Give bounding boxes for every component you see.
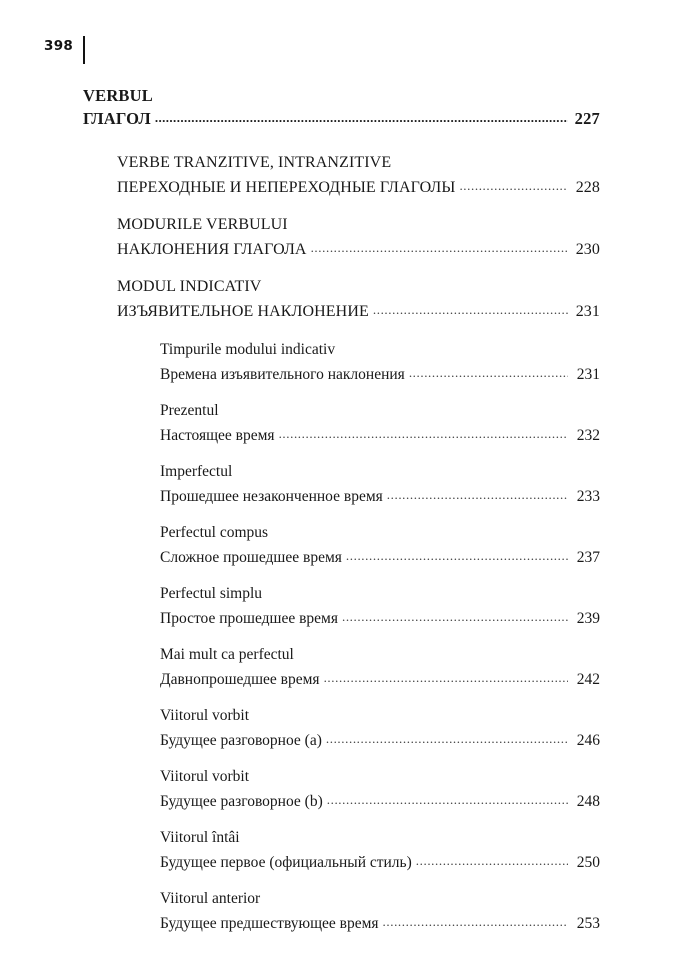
toc-entry-title-ro-line — [160, 582, 600, 607]
toc-entry-title-ru: Будущее разговорное (b) — [160, 792, 323, 810]
toc-entry[interactable] — [117, 151, 680, 200]
toc-entry-page-number: 230 — [575, 240, 600, 258]
toc-entry-page-number: 246 — [576, 731, 600, 749]
page-number: 398 — [44, 38, 74, 54]
toc-entry-title-ru: НАКЛОНЕНИЯ ГЛАГОЛА — [117, 240, 307, 258]
dot-leader — [155, 114, 568, 131]
toc-entry[interactable] — [160, 643, 680, 692]
dot-leader — [373, 308, 568, 324]
dot-leader — [346, 555, 568, 571]
toc-entry-title-ro-line — [117, 151, 600, 176]
toc-entry-title-ro-line — [160, 765, 600, 790]
dot-leader — [279, 433, 568, 449]
toc-entry-title-ro-line — [160, 338, 600, 363]
dot-leader — [416, 860, 568, 876]
toc-entry-title-ro: Viitorul vorbit — [160, 707, 250, 724]
toc-entry-title-ru-line — [160, 546, 600, 571]
toc-entry-title-ro: MODUL INDICATIV — [117, 278, 262, 295]
toc-entry-title-ru-line — [160, 424, 600, 449]
toc-entry[interactable] — [160, 582, 680, 631]
toc-entry-page-number: 233 — [576, 487, 600, 505]
toc-entry-title-ro: Viitorul vorbit — [160, 768, 250, 785]
toc-entry[interactable] — [160, 460, 680, 509]
toc-entry-title-ru-line — [160, 790, 600, 815]
dot-leader — [342, 616, 568, 632]
toc-entry-title-ro-line — [83, 84, 600, 107]
toc-entry-title-ro-line — [160, 521, 600, 546]
toc-entry-title-ru-line — [117, 176, 600, 201]
toc-entry-title-ru: Давнопрошедшее время — [160, 670, 320, 688]
dot-leader — [383, 921, 568, 937]
toc-entry-page-number: 228 — [575, 178, 600, 196]
toc-entry-title-ru: Простое прошедшее время — [160, 609, 338, 627]
toc-entry-page-number: 231 — [576, 365, 600, 383]
toc-entry-title-ru-line — [83, 107, 600, 130]
toc-entry-title-ru: ГЛАГОЛ — [83, 109, 151, 128]
toc-entry-title-ro: Imperfectul — [160, 463, 233, 480]
toc-entry-page-number: 239 — [576, 609, 600, 627]
toc-entry-title-ru-line — [160, 607, 600, 632]
toc-entry-title-ro: VERBE TRANZITIVE, INTRANZITIVE — [117, 154, 392, 171]
toc-entry-title-ro: Prezentul — [160, 402, 219, 419]
toc-entry-title-ru: Настоящее время — [160, 426, 275, 444]
toc-entry[interactable] — [160, 887, 680, 936]
toc-entry-title-ro-line — [160, 399, 600, 424]
toc-entry-title-ro: Perfectul simplu — [160, 585, 263, 602]
toc-entry-title-ro: Mai mult ca perfectul — [160, 646, 294, 663]
toc-entry-title-ru-line — [160, 729, 600, 754]
running-head — [0, 36, 680, 66]
toc-entry-page-number: 227 — [574, 109, 600, 128]
toc-entry-page-number: 248 — [576, 792, 600, 810]
toc-entry-page-number: 237 — [576, 548, 600, 566]
toc-entry-title-ru-line — [160, 363, 600, 388]
dot-leader — [326, 738, 568, 754]
toc-entry[interactable] — [117, 275, 680, 324]
toc-entry[interactable] — [117, 213, 680, 262]
toc-entry[interactable] — [83, 84, 680, 130]
toc-entry-page-number: 253 — [576, 914, 600, 932]
table-of-contents — [0, 84, 680, 948]
toc-entry-title-ru: ПЕРЕХОДНЫЕ И НЕПЕРЕХОДНЫЕ ГЛАГОЛЫ — [117, 178, 456, 196]
toc-entry-title-ro-line — [117, 213, 600, 238]
toc-entry-title-ro: MODURILE VERBULUI — [117, 216, 288, 233]
toc-entry-title-ro: Viitorul anterior — [160, 890, 261, 907]
toc-entry-title-ru: ИЗЪЯВИТЕЛЬНОЕ НАКЛОНЕНИЕ — [117, 302, 369, 320]
toc-entry-title-ru: Времена изъявительного наклонения — [160, 365, 405, 383]
toc-entry-title-ru-line — [117, 300, 600, 325]
toc-entry[interactable] — [160, 765, 680, 814]
toc-entry-title-ro-line — [160, 460, 600, 485]
toc-entry-title-ru-line — [117, 238, 600, 263]
toc-entry-title-ro-line — [160, 887, 600, 912]
dot-leader — [311, 246, 568, 262]
toc-entry-page-number: 242 — [576, 670, 600, 688]
toc-entry-title-ru: Сложное прошедшее время — [160, 548, 342, 566]
toc-entry[interactable] — [160, 704, 680, 753]
dot-leader — [459, 184, 568, 200]
toc-entry-title-ro: Timpurile modului indicativ — [160, 341, 336, 358]
running-head-rule — [83, 36, 85, 64]
dot-leader — [324, 677, 568, 693]
toc-entry-title-ru: Будущее разговорное (a) — [160, 731, 322, 749]
dot-leader — [327, 799, 568, 815]
toc-entry[interactable] — [160, 826, 680, 875]
toc-entry-title-ru-line — [160, 668, 600, 693]
toc-entry-title-ru-line — [160, 485, 600, 510]
toc-entry-title-ru-line — [160, 912, 600, 937]
toc-entry-page-number: 232 — [576, 426, 600, 444]
toc-entry-page-number: 250 — [576, 853, 600, 871]
dot-leader — [387, 494, 568, 510]
toc-entry-title-ro: VERBUL — [83, 86, 153, 105]
dot-leader — [409, 372, 568, 388]
toc-entry[interactable] — [160, 399, 680, 448]
toc-entry-title-ru-line — [160, 851, 600, 876]
toc-entry-page-number: 231 — [575, 302, 600, 320]
toc-entry-title-ru: Будущее первое (официальный стиль) — [160, 853, 412, 871]
toc-entry-title-ro: Perfectul compus — [160, 524, 269, 541]
toc-entry-title-ro-line — [160, 704, 600, 729]
toc-entry[interactable] — [160, 521, 680, 570]
toc-entry-title-ro: Viitorul întâi — [160, 829, 240, 846]
toc-entry[interactable] — [160, 338, 680, 387]
toc-entry-title-ro-line — [160, 643, 600, 668]
toc-entry-title-ru: Прошедшее незаконченное время — [160, 487, 383, 505]
toc-entry-title-ro-line — [160, 826, 600, 851]
toc-entry-title-ru: Будущее предшествующее время — [160, 914, 379, 932]
toc-entry-title-ro-line — [117, 275, 600, 300]
